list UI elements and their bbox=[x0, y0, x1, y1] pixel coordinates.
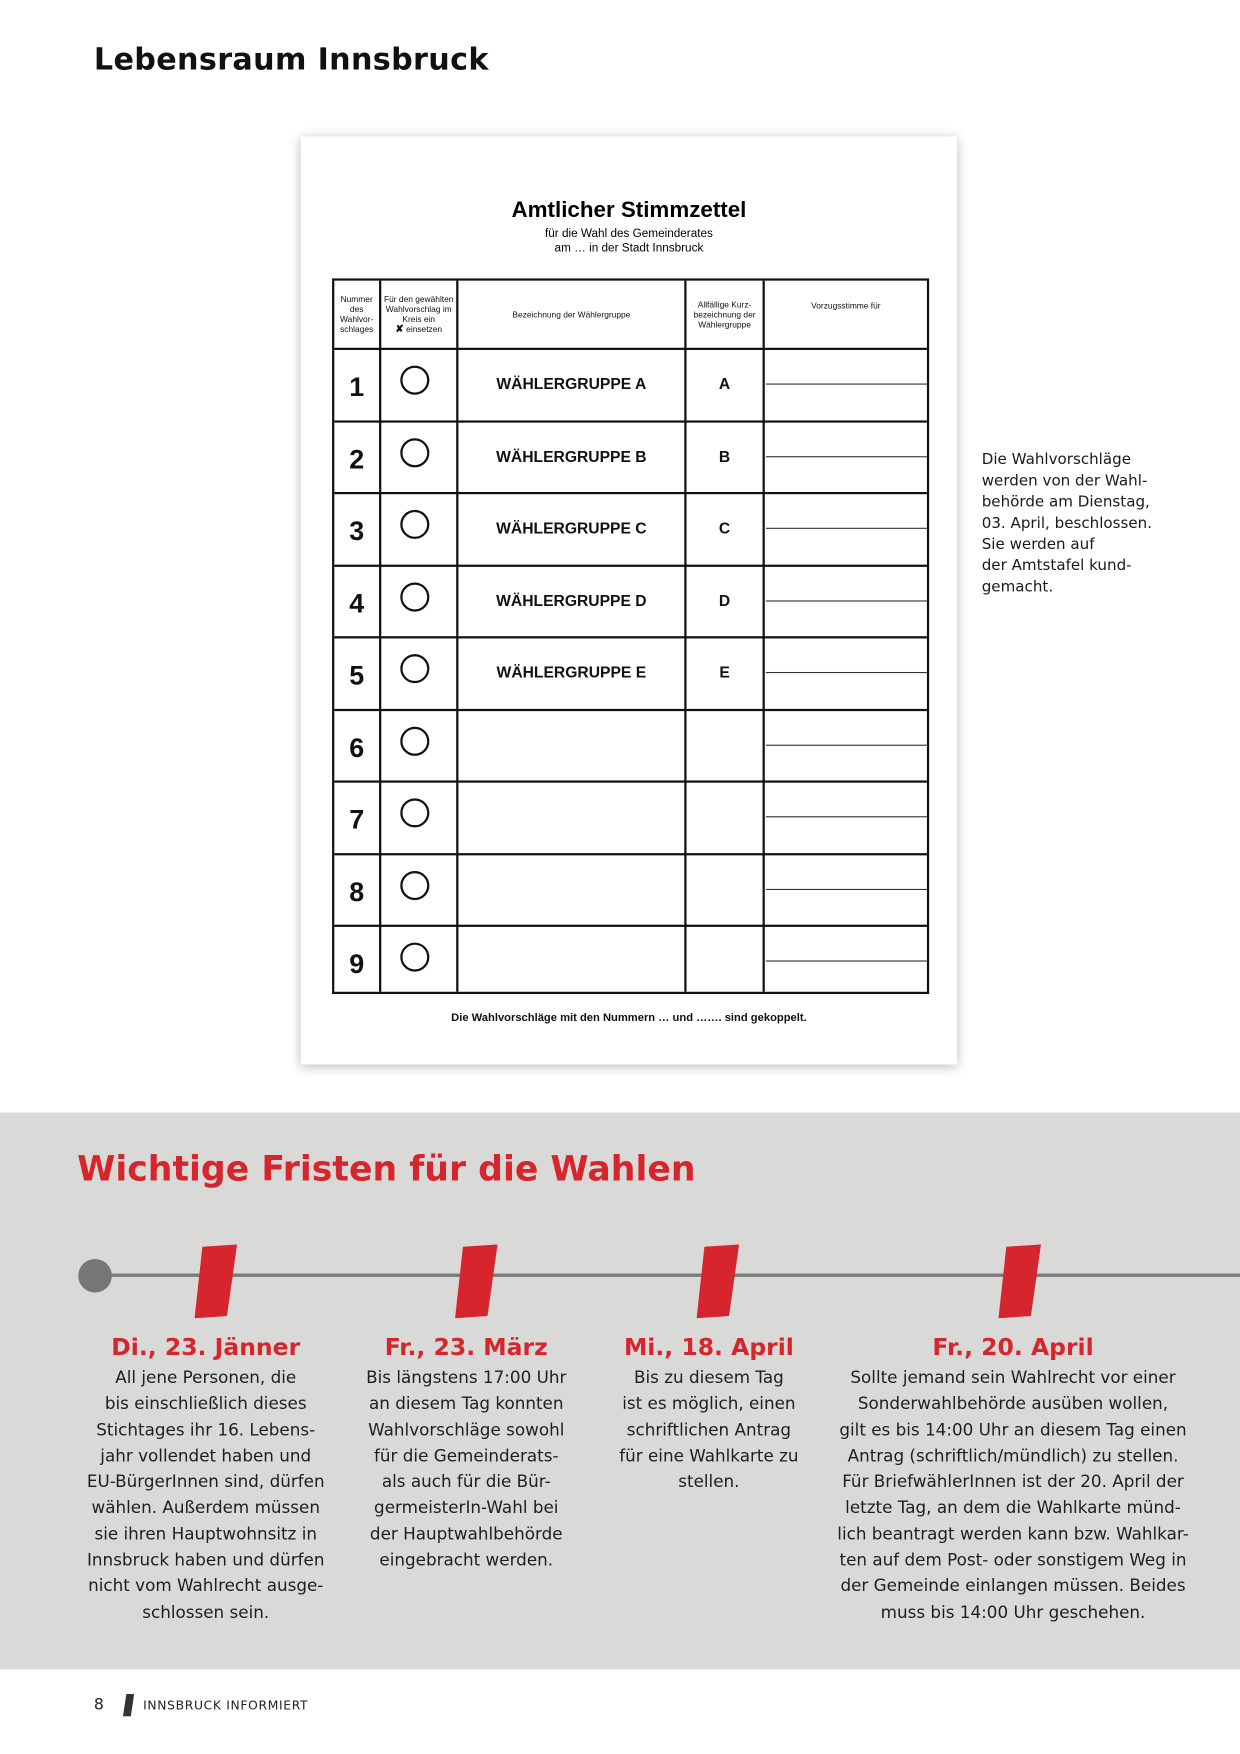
deadline-text-line: als auch für die Bür- bbox=[381, 1471, 551, 1492]
deadline-date: Di., 23. Jänner bbox=[111, 1333, 301, 1361]
header-mark-line-2 bbox=[395, 324, 442, 334]
ballot-subtitle-1: für die Wahl des Gemeinderates bbox=[544, 226, 713, 241]
header-number: Nummer des Wahlvor-schlages bbox=[340, 294, 374, 335]
preference-line bbox=[766, 528, 927, 529]
ballot-table bbox=[332, 278, 929, 994]
ballot-sample bbox=[301, 136, 957, 1064]
ballot-row bbox=[334, 636, 927, 708]
deadlines-title: Wichtige Fristen für die Wahlen bbox=[77, 1149, 696, 1190]
ballot-row-number: 3 bbox=[349, 516, 365, 547]
ballot-row bbox=[334, 420, 927, 492]
timeline-start-dot bbox=[78, 1259, 112, 1293]
ballot-row bbox=[334, 780, 927, 852]
ballot-row-number: 4 bbox=[349, 588, 365, 619]
deadline-text-line: für eine Wahlkarte zu bbox=[619, 1445, 799, 1466]
ballot-group-short: E bbox=[719, 663, 730, 681]
deadline-text bbox=[603, 1365, 815, 1495]
timeline-flag-icon bbox=[697, 1244, 739, 1318]
ballot-row bbox=[334, 853, 927, 925]
deadline-text-line: bis einschließlich dieses bbox=[104, 1393, 307, 1414]
ballot-group-short: C bbox=[718, 518, 731, 537]
preference-line bbox=[766, 384, 927, 385]
ballot-row-number: 2 bbox=[349, 444, 365, 475]
ballot-row-number: 6 bbox=[349, 732, 365, 764]
ballot-group-name: WÄHLERGRUPPE D bbox=[496, 590, 647, 609]
deadline-text-line: gilt es bis 14:00 Uhr an diesem Tag einen bbox=[839, 1419, 1187, 1440]
ballot-row-number: 1 bbox=[349, 372, 365, 403]
deadline-text-line: der Gemeinde einlangen müssen. Beides bbox=[840, 1575, 1186, 1596]
deadline-text-line: lich beantragt werden kann bzw. Wahlkar- bbox=[837, 1523, 1189, 1544]
side-note-line: Die Wahlvorschläge bbox=[981, 450, 1132, 469]
vote-circle-icon bbox=[400, 366, 429, 395]
deadline-item bbox=[603, 1334, 815, 1496]
deadline-text-line: ten auf dem Post- oder sonstigem Weg in bbox=[839, 1549, 1187, 1570]
vote-circle-icon bbox=[400, 870, 429, 899]
preference-line bbox=[766, 672, 927, 673]
deadline-text-line: Für BriefwählerInnen ist der 20. April der bbox=[842, 1471, 1184, 1492]
deadline-text-line: nicht vom Wahlrecht ausge- bbox=[88, 1575, 324, 1596]
deadline-text-line: germeisterIn-Wahl bei bbox=[374, 1497, 559, 1518]
side-note-line: 03. April, beschlossen. bbox=[981, 514, 1153, 533]
deadline-text-line: stellen. bbox=[678, 1471, 740, 1492]
deadline-text-line: schriftlichen Antrag bbox=[626, 1419, 792, 1440]
ballot-group-name: WÄHLERGRUPPE A bbox=[496, 374, 647, 393]
timeline-line bbox=[94, 1274, 1240, 1277]
ballot-row bbox=[334, 708, 927, 780]
vote-circle-icon bbox=[400, 510, 429, 539]
deadline-text-line: Bis zu diesem Tag bbox=[634, 1367, 784, 1388]
timeline-flag-icon bbox=[195, 1244, 237, 1318]
vote-circle-icon bbox=[400, 438, 429, 467]
deadline-text-line: Wahlvorschläge sowohl bbox=[368, 1419, 565, 1440]
ballot-group-name: WÄHLERGRUPPE C bbox=[496, 518, 647, 537]
ballot-subtitle-2: am … in der Stadt Innsbruck bbox=[554, 241, 704, 255]
ballot-row bbox=[334, 925, 927, 997]
deadline-text-line: Sollte jemand sein Wahlrecht vor einer bbox=[850, 1367, 1176, 1388]
preference-line bbox=[766, 816, 927, 817]
deadline-text bbox=[349, 1365, 584, 1573]
ballot-row-number: 9 bbox=[349, 949, 365, 980]
section-title: Lebensraum Innsbruck bbox=[93, 42, 489, 78]
preference-line bbox=[766, 600, 927, 601]
deadline-text-line: wählen. Außerdem müssen bbox=[91, 1497, 320, 1518]
preference-line bbox=[766, 888, 927, 889]
x-mark-icon: ✘ bbox=[395, 323, 404, 335]
deadline-text-line: schlossen sein. bbox=[142, 1601, 270, 1623]
header-mark-einsetzen: einsetzen bbox=[406, 324, 443, 335]
side-note-line: werden von der Wahl- bbox=[981, 471, 1148, 490]
deadline-text-line: eingebracht werden. bbox=[379, 1549, 554, 1570]
header-mark bbox=[381, 281, 456, 348]
side-note-line: Sie werden auf bbox=[981, 535, 1095, 554]
ballot-row-number: 8 bbox=[349, 877, 365, 908]
deadline-text-line: letzte Tag, an dem die Wahlkarte münd- bbox=[845, 1497, 1181, 1518]
header-group: Bezeichnung der Wählergruppe bbox=[512, 309, 631, 320]
side-note bbox=[982, 449, 1172, 598]
deadline-date: Mi., 18. April bbox=[623, 1333, 794, 1361]
deadline-text-line: muss bis 14:00 Uhr geschehen. bbox=[880, 1601, 1146, 1623]
vote-circle-icon bbox=[400, 654, 429, 683]
ballot-row bbox=[334, 564, 927, 636]
deadline-text-line: für die Gemeinderats- bbox=[374, 1445, 559, 1466]
deadline-text-line: Innsbruck haben und dürfen bbox=[86, 1549, 325, 1570]
header-short: Allfällige Kurz-bezeichnung der Wählergruppe bbox=[693, 299, 756, 330]
timeline-flag-icon bbox=[455, 1244, 497, 1318]
deadline-date: Fr., 23. März bbox=[384, 1333, 548, 1361]
timeline-flag-icon bbox=[998, 1244, 1040, 1318]
ballot-row-number: 5 bbox=[349, 660, 365, 691]
deadline-text bbox=[823, 1365, 1203, 1625]
publication-name: INNSBRUCK INFORMIERT bbox=[143, 1698, 309, 1713]
vote-circle-icon bbox=[400, 582, 429, 611]
ballot-row-number: 7 bbox=[349, 805, 365, 836]
page-number: 8 bbox=[93, 1696, 104, 1715]
deadline-text-line: an diesem Tag konnten bbox=[369, 1393, 564, 1414]
deadline-text-line: Stichtages ihr 16. Lebens- bbox=[96, 1419, 316, 1440]
ballot-row bbox=[334, 348, 927, 420]
ballot-group-short: D bbox=[718, 590, 731, 609]
ballot-footnote: Die Wahlvorschläge mit den Nummern … und ……. sind gekoppelt. bbox=[451, 1011, 807, 1025]
vote-circle-icon bbox=[400, 943, 429, 972]
preference-line bbox=[766, 456, 927, 457]
side-note-line: behörde am Dienstag, bbox=[981, 493, 1150, 511]
preference-line bbox=[766, 744, 927, 745]
ballot-group-name: WÄHLERGRUPPE E bbox=[496, 663, 647, 681]
header-preference: Vorzugsstimme für bbox=[811, 300, 881, 311]
deadline-text-line: sie ihren Hauptwohnsitz in bbox=[94, 1523, 317, 1544]
slash-logo-icon bbox=[123, 1694, 134, 1716]
deadline-text-line: Antrag (schriftlich/mündlich) zu stellen. bbox=[847, 1445, 1179, 1466]
deadline-text-line: Sonderwahlbehörde ausüben wollen, bbox=[857, 1393, 1169, 1414]
deadline-text bbox=[72, 1365, 340, 1625]
ballot-group-name: WÄHLERGRUPPE B bbox=[496, 446, 647, 465]
deadline-text-line: EU-BürgerInnen sind, dürfen bbox=[86, 1471, 325, 1492]
ballot-row bbox=[334, 492, 927, 564]
preference-line bbox=[766, 960, 927, 961]
deadline-item bbox=[72, 1334, 340, 1626]
deadline-item bbox=[823, 1334, 1203, 1626]
deadline-item bbox=[349, 1334, 584, 1574]
deadline-text-line: jahr vollendet haben und bbox=[100, 1445, 312, 1466]
deadline-date: Fr., 20. April bbox=[932, 1333, 1094, 1361]
vote-circle-icon bbox=[400, 798, 429, 827]
deadline-text-line: der Hauptwahlbehörde bbox=[369, 1523, 563, 1544]
header-mark-line-1: Für den gewählten Wahlvorschlag im Kreis ein bbox=[384, 294, 454, 325]
vote-circle-icon bbox=[400, 726, 429, 755]
ballot-title: Amtlicher Stimmzettel bbox=[511, 197, 747, 223]
side-note-line: gemacht. bbox=[981, 578, 1054, 596]
side-note-line: der Amtstafel kund- bbox=[981, 556, 1132, 575]
deadline-text-line: All jene Personen, die bbox=[115, 1367, 297, 1388]
deadline-text-line: Bis längstens 17:00 Uhr bbox=[366, 1367, 567, 1388]
deadline-text-line: ist es möglich, einen bbox=[622, 1393, 796, 1414]
ballot-group-short: B bbox=[718, 446, 731, 465]
ballot-group-short: A bbox=[718, 374, 731, 393]
